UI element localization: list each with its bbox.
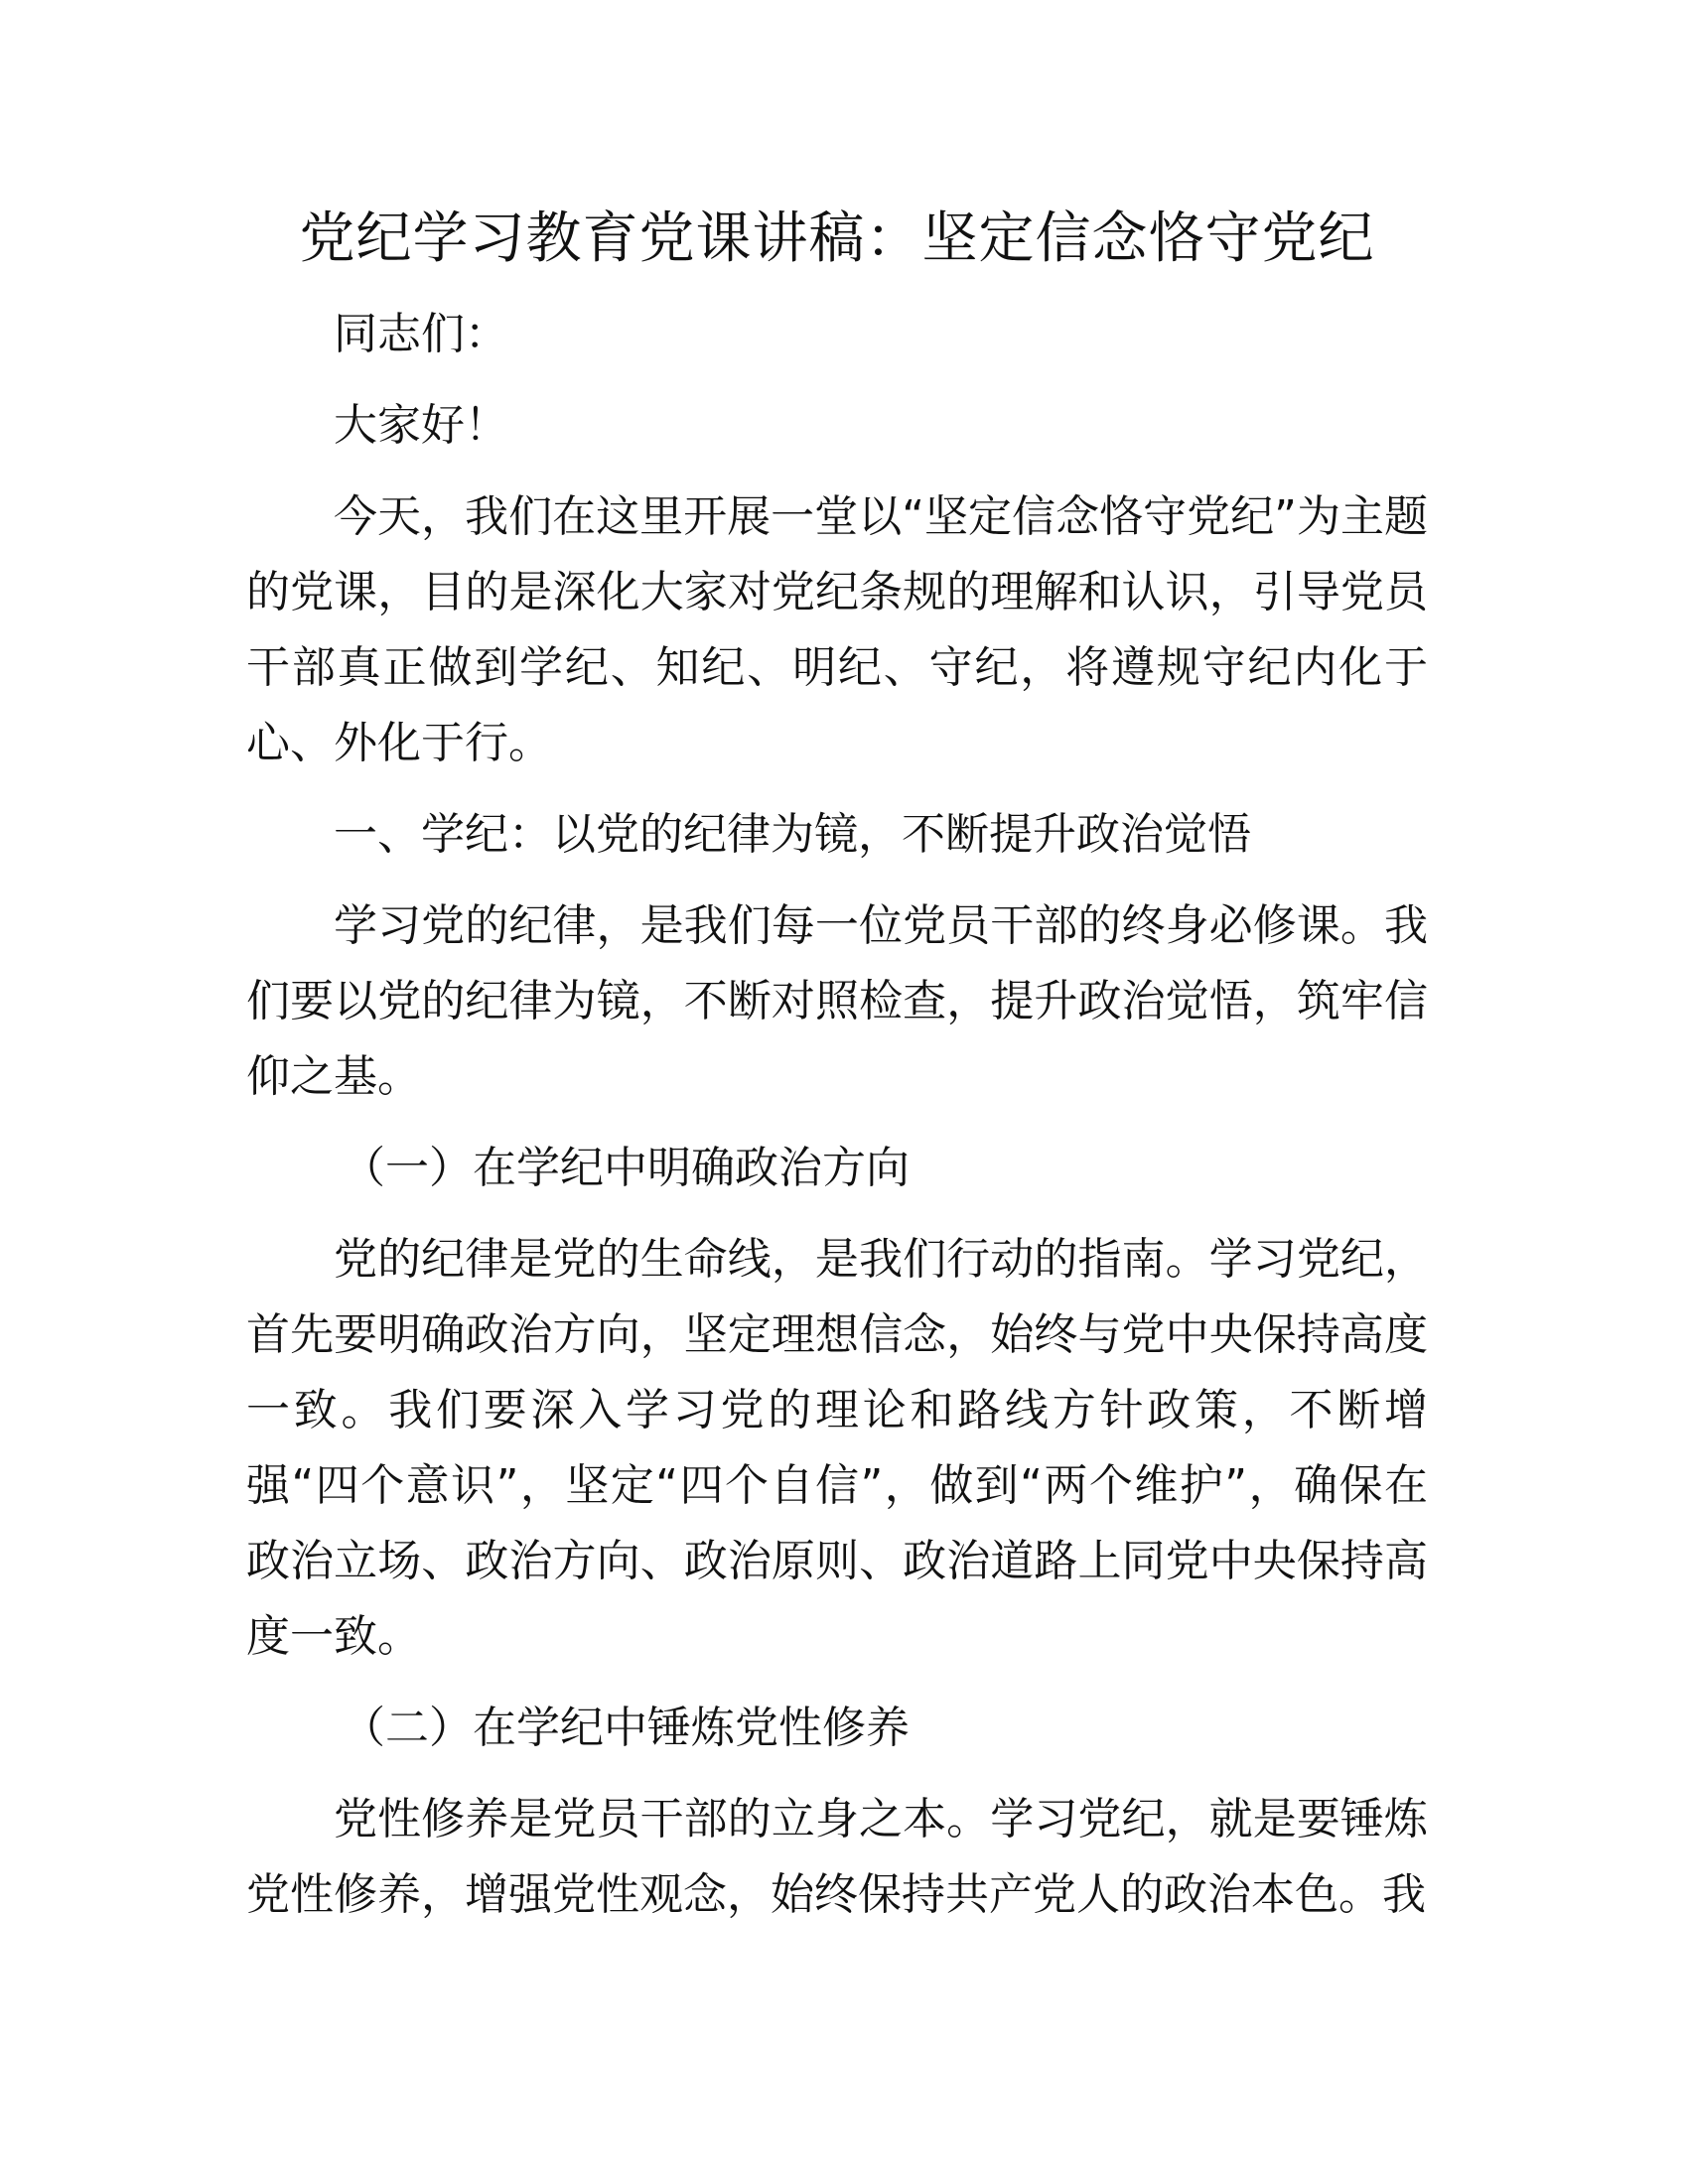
greeting: 同志们： [334, 309, 508, 359]
intro-paragraph: 今天，我们在这里开展一堂以“坚定信念恪守党纪”为主题的党课，目的是深化大家对党纪条规的理解和认识，引导党员干部真正做到学纪、知纪、明纪、守纪，将遵规守纪内化于心、外化于行。 [246, 491, 1428, 768]
document-title: 党纪学习教育党课讲稿：坚定信念恪守党纪 [299, 206, 1375, 271]
subsection-1-heading: （一）在学纪中明确政治方向 [342, 1143, 910, 1193]
section-1-paragraph: 学习党的纪律，是我们每一位党员干部的终身必修课。我们要以党的纪律为镜，不断对照检查，提升政治觉悟，筑牢信仰之基。 [246, 900, 1428, 1102]
subsection-1-paragraph: 党的纪律是党的生命线，是我们行动的指南。学习党纪，首先要明确政治方向，坚定理想信念，始终与党中央保持高度一致。我们要深入学习党的理论和路线方针政策，不断增强“四个意识”，坚定“四个自信”，做到“两个维护”，确保在政治立场、政治方向、政治原则、政治道路上同党中央保持高度一致。 [246, 1234, 1428, 1662]
document-body [246, 204, 1428, 1933]
section-1-heading: 一、学纪：以党的纪律为镜，不断提升政治觉悟 [334, 809, 1251, 860]
hello: 大家好！ [334, 400, 508, 451]
subsection-2-paragraph: 党性修养是党员干部的立身之本。学习党纪，就是要锤炼党性修养，增强党性观念，始终保持共产党人的政治本色。我 [246, 1794, 1428, 1920]
subsection-2-heading: （二）在学纪中锤炼党性修养 [342, 1703, 910, 1753]
